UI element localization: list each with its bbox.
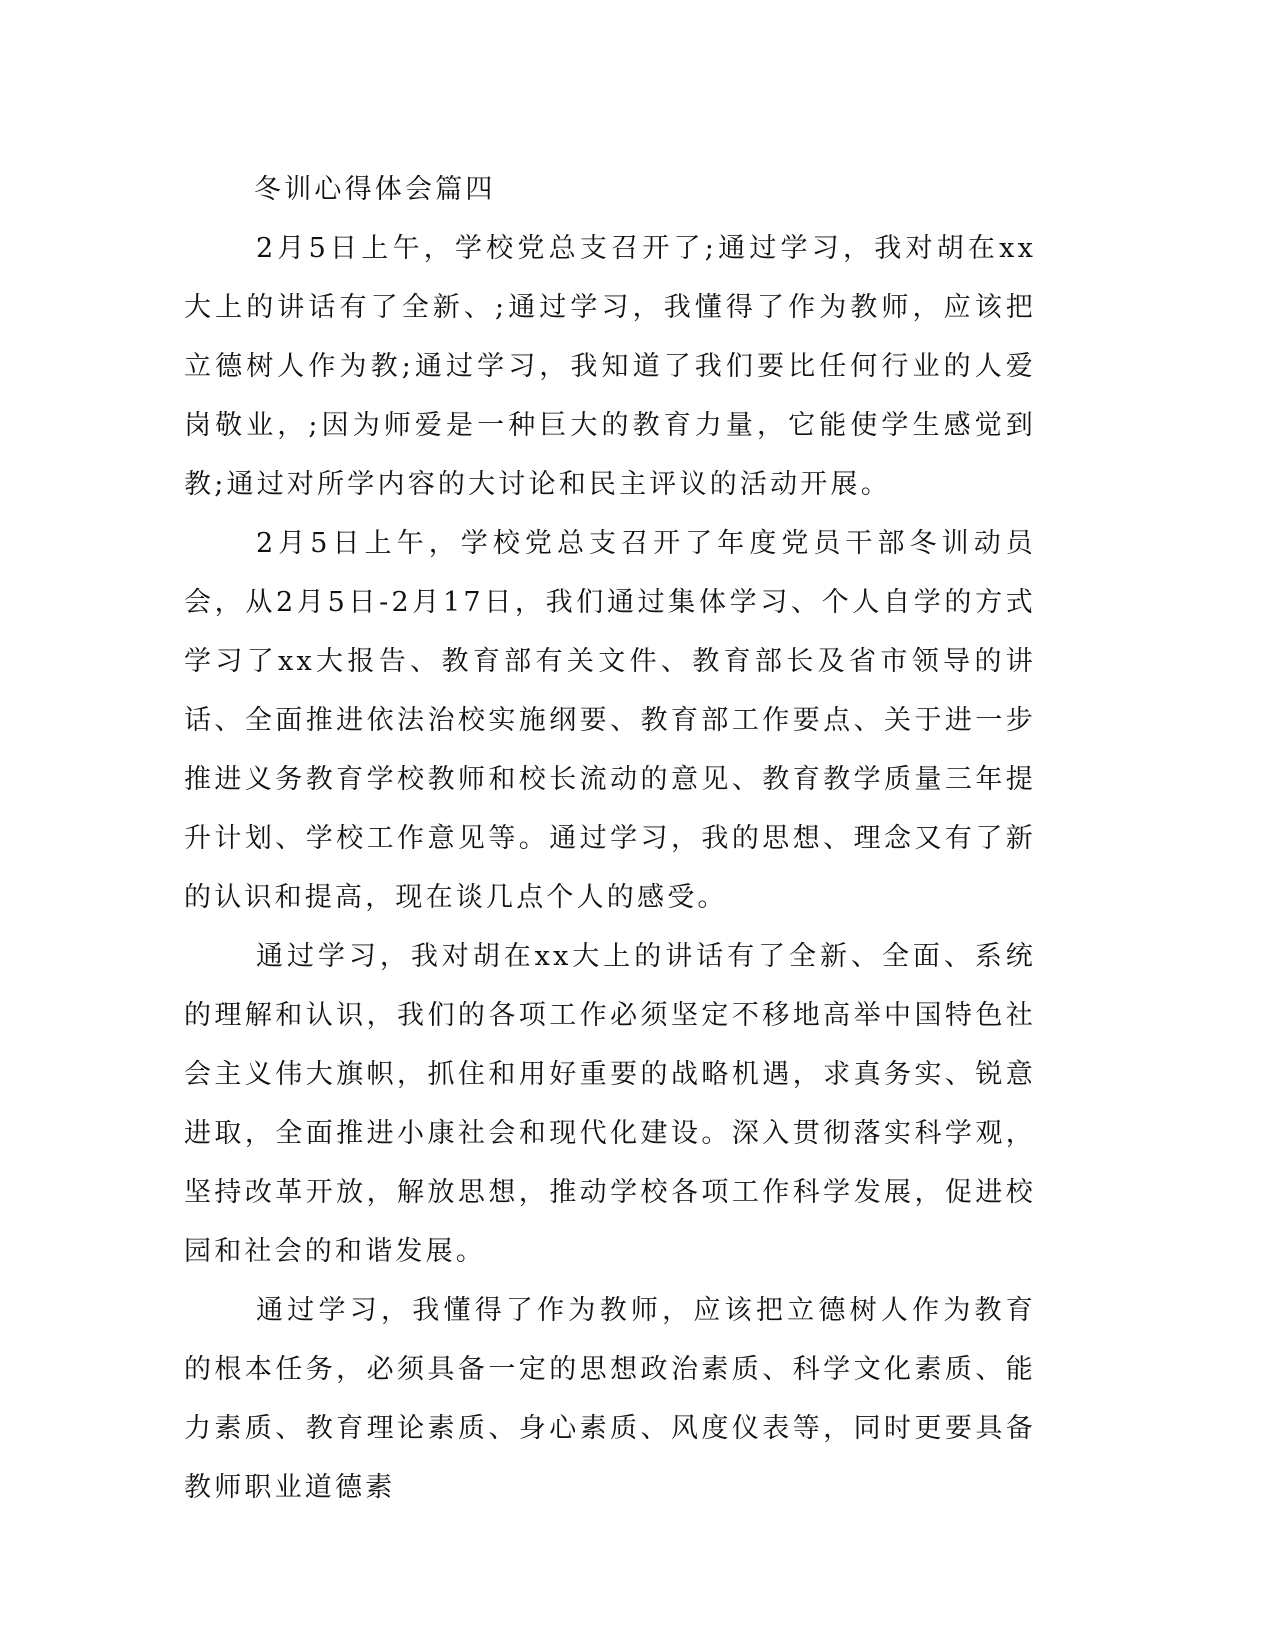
- paragraph-4: 通过学习，我懂得了作为教师，应该把立德树人作为教育的根本任务，必须具备一定的思想政治素质、科学文化素质、能力素质、教育理论素质、身心素质、风度仪表等，同时更要具备教师职业道德素: [184, 1295, 1036, 1503]
- paragraph-3: 通过学习，我对胡在xx大上的讲话有了全新、全面、系统的理解和认识，我们的各项工作必须坚定不移地高举中国特色社会主义伟大旗帜，抓住和用好重要的战略机遇，求真务实、锐意进取，全面推进小康社会和现代化建设。深入贯彻落实科学观，坚持改革开放，解放思想，推动学校各项工作科学发展，促进校园和社会的和谐发展。: [184, 941, 1036, 1267]
- paragraph-1: 2月5日上午，学校党总支召开了;通过学习，我对胡在xx大上的讲话有了全新、;通过学习，我懂得了作为教师，应该把立德树人作为教;通过学习，我知道了我们要比任何行业的人爱岗敬业，;因为师爱是一种巨大的教育力量，它能使学生感觉到教;通过对所学内容的大讨论和民主评议的活动开展。: [184, 233, 1036, 500]
- paragraph-2: 2月5日上午，学校党总支召开了年度党员干部冬训动员会，从2月5日-2月17日，我们通过集体学习、个人自学的方式学习了xx大报告、教育部有关文件、教育部长及省市领导的讲话、全面推进依法治校实施纲要、教育部工作要点、关于进一步推进义务教育学校教师和校长流动的意见、教育教学质量三年提升计划、学校工作意见等。通过学习，我的思想、理念又有了新的认识和提高，现在谈几点个人的感受。: [184, 528, 1036, 913]
- document-title: 冬训心得体会篇四: [254, 174, 496, 205]
- document-body: [184, 160, 1036, 1517]
